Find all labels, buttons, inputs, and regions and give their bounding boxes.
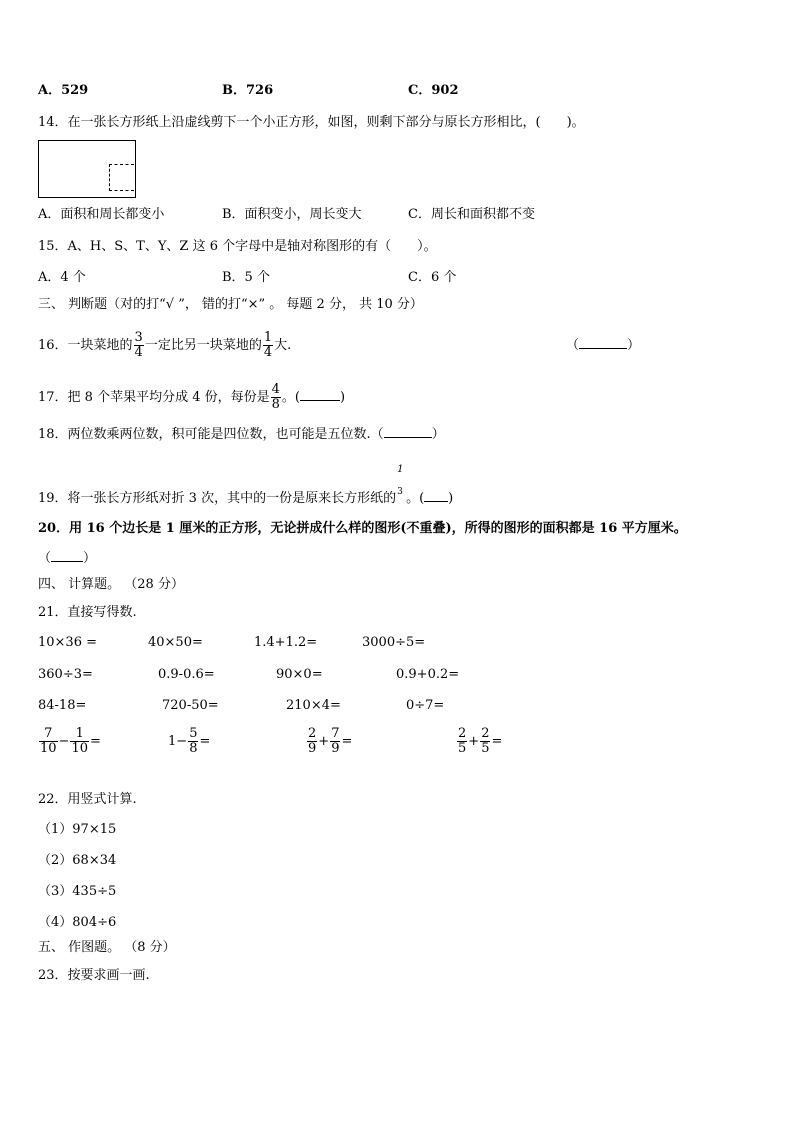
q16-fraction-2: $\frac{1}{4}$ (263, 330, 273, 360)
q19-fraction: 1 3 (397, 464, 404, 497)
q16-mid: 一定比另一块菜地的 (144, 338, 262, 353)
q20-answer-blank: （ ） (38, 551, 97, 566)
section-3-heading: 三、 判断题（对的打“√ ”， 错的打“×” 。 每题 2 分， 共 10 分） (38, 297, 423, 312)
q19: 19．将一张长方形纸对折 3 次，其中的一份是原来长方形纸的 1 3 。( ) (38, 464, 454, 506)
q14-stem: 14．在一张长方形纸上沿虚线剪下一个小正方形，如图，则剩下部分与原长方形相比，( )。 (38, 115, 585, 130)
q21-r3-c4: 0÷7= (406, 698, 445, 713)
q21-r2-c4: 0.9+0.2= (396, 667, 460, 682)
q14-rectangle-figure (38, 140, 136, 198)
q17-answer-blank (300, 400, 340, 401)
q21-r2-c1: 360÷3= (38, 667, 93, 682)
q19-answer-blank (424, 501, 448, 502)
q14-option-a: A．面积和周长都变小 (38, 207, 165, 222)
q22-item-1: （1）97×15 (38, 822, 117, 837)
q21-fraction-expr-3: $\frac{2}{9}$ + $\frac{7}{9}$ = (308, 726, 353, 756)
q22-item-4: （4）804÷6 (38, 915, 117, 930)
q16-answer-blank: （ ） (566, 338, 641, 353)
q14-dashed-square (109, 164, 134, 191)
q21-fraction-expr-2: 1− $\frac{5}{8}$ = (168, 726, 211, 756)
q21-r1-c3: 1.4+1.2= (254, 635, 318, 650)
q15-stem: 15．A、H、S、T、Y、Z 这 6 个字母中是轴对称图形的有（ ）。 (38, 239, 437, 254)
q15-option-a: A．4 个 (38, 270, 86, 285)
q13-option-a: A．529 (38, 83, 89, 98)
q19-text: 19．将一张长方形纸对折 3 次，其中的一份是原来长方形纸的 (38, 491, 397, 506)
q22-item-3: （3）435÷5 (38, 884, 117, 899)
q23-text: 23．按要求画一画. (38, 968, 150, 983)
section-4-heading: 四、 计算题。 （28 分） (38, 577, 184, 592)
q17: 17．把 8 个苹果平均分成 4 份，每份是 $\frac{4}{8}$ 。( ) (38, 382, 346, 412)
q21-r3-c3: 210×4= (286, 698, 341, 713)
q21-r3-c1: 84-18= (38, 698, 87, 713)
q18-answer-blank (384, 437, 432, 438)
q16-post: 大. (274, 338, 292, 353)
q22-item-2: （2）68×34 (38, 853, 117, 868)
q17-fraction: $\frac{4}{8}$ (271, 382, 280, 412)
q22-title: 22．用竖式计算. (38, 792, 137, 807)
q21-r1-c2: 40×50= (148, 635, 203, 650)
section-5-heading: 五、 作图题。 （8 分） (38, 940, 176, 955)
q17-text: 17．把 8 个苹果平均分成 4 份，每份是 (38, 390, 270, 405)
q21-fraction-expr-1: $\frac{7}{10}$ − $\frac{1}{10}$ = (40, 726, 101, 756)
q14-option-b: B．面积变小，周长变大 (222, 207, 362, 222)
q16-pre: 16．一块菜地的 (38, 338, 133, 353)
q16 (38, 328, 291, 364)
q18: 18．两位数乘两位数，积可能是四位数，也可能是五位数.（ ） (38, 427, 445, 442)
q14-option-c: C．周长和面积都不变 (408, 207, 535, 222)
q15-option-b: B．5 个 (222, 270, 270, 285)
q21-r2-c3: 90×0= (276, 667, 323, 682)
q13-option-b: B．726 (222, 83, 274, 98)
q18-text: 18．两位数乘两位数，积可能是四位数，也可能是五位数.（ (38, 427, 384, 442)
q13-option-c: C．902 (408, 83, 459, 98)
q21-r2-c2: 0.9-0.6= (158, 667, 215, 682)
q21-r1-c1: 10×36 = (38, 635, 98, 650)
q15-option-c: C．6 个 (408, 270, 457, 285)
q20-text: 20．用 16 个边长是 1 厘米的正方形，无论拼成什么样的图形(不重叠)，所得的图形的面积都是 16 平方厘米。 (38, 521, 687, 536)
q21-r1-c4: 3000÷5= (362, 635, 426, 650)
q21-fraction-expr-4: $\frac{2}{5}$ + $\frac{2}{5}$ = (458, 726, 503, 756)
q21-title: 21．直接写得数. (38, 605, 137, 620)
q16-fraction-1: $\frac{3}{4}$ (134, 330, 143, 360)
q21-r3-c2: 720-50= (162, 698, 219, 713)
